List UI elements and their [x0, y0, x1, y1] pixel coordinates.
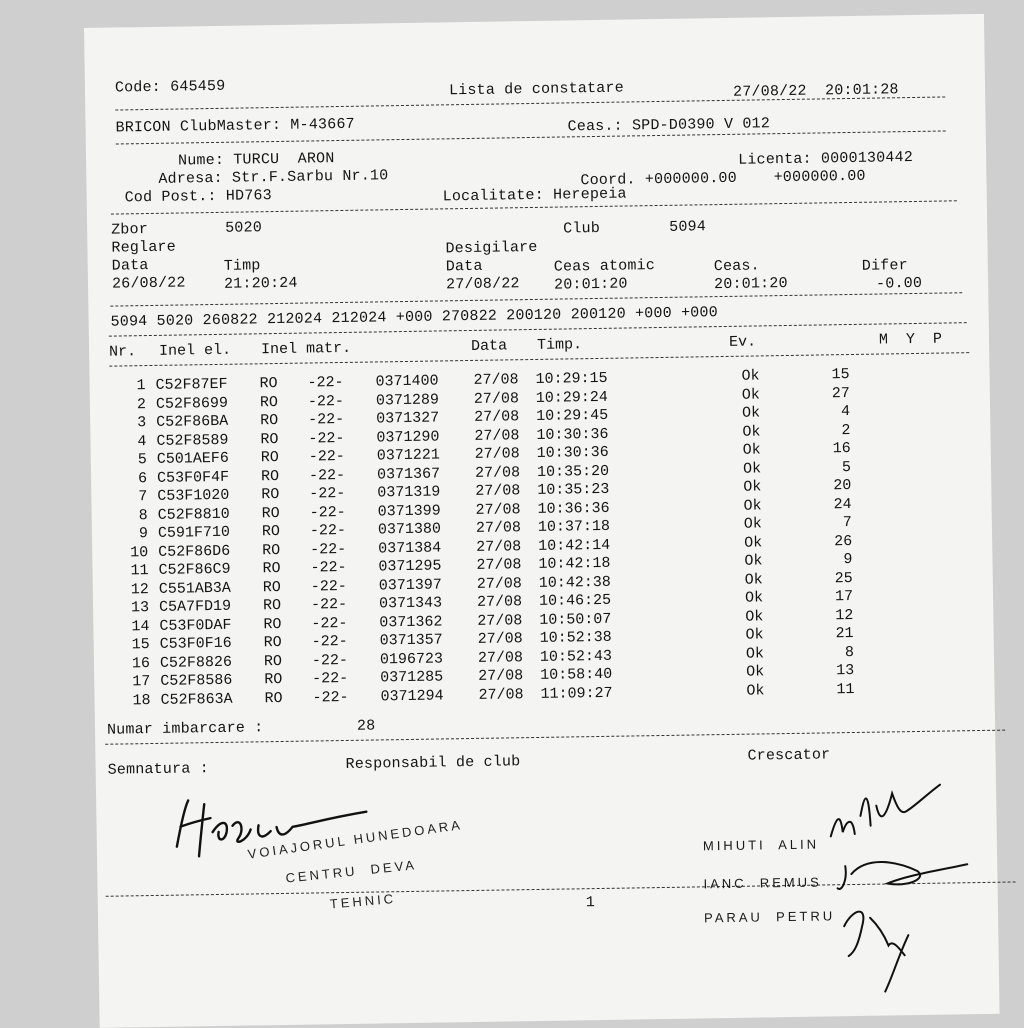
cell-m: 24: [833, 495, 852, 513]
cell-country: RO: [261, 522, 281, 541]
cell-matr: 0196723: [379, 649, 444, 668]
cell-nr: 13: [130, 599, 150, 617]
cell-m: 13: [836, 661, 855, 680]
cell-time: 10:42:18: [538, 554, 611, 573]
signature-label: Semnatura :: [107, 760, 210, 779]
cell-date: 27/08: [476, 574, 522, 593]
cell-ev: Ok: [742, 422, 761, 441]
cell-ev: Ok: [745, 626, 764, 644]
club-label: Club: [563, 219, 601, 238]
cell-ev: Ok: [746, 663, 765, 681]
desigilare-data-label: Data: [445, 257, 483, 276]
header-inel-el: Inel el.: [158, 341, 232, 360]
desigilare-date: 27/08/22: [445, 275, 520, 294]
club-responsible-label: Responsabil de club: [345, 753, 521, 773]
cell-ev: Ok: [743, 478, 762, 496]
cell-time: 10:42:14: [538, 536, 611, 555]
cell-matr: 0371400: [375, 372, 439, 391]
cell-date: 27/08: [473, 389, 520, 408]
cell-country: RO: [262, 596, 282, 615]
reglare-timp-label: Timp: [223, 257, 261, 275]
cell-year: -22-: [307, 373, 344, 392]
cell-matr: 0371221: [376, 446, 440, 465]
owner-name: Nume: TURCU ARON: [177, 150, 335, 170]
cell-time: 10:36:36: [537, 499, 610, 518]
cell-matr: 0371357: [379, 631, 443, 650]
reglare-date: 26/08/22: [111, 274, 186, 293]
cell-nr: 18: [132, 691, 151, 709]
cell-el: C52F8699: [155, 394, 229, 413]
reglare-label: Reglare: [111, 238, 177, 257]
cell-m: 4: [840, 403, 851, 421]
cell-year: -22-: [308, 447, 345, 466]
cell-m: 26: [834, 532, 853, 550]
cell-matr: 0371295: [378, 557, 442, 576]
cell-matr: 0371380: [377, 520, 442, 539]
stamp-line-1: VOIAJORUL HUNEDOARA: [246, 817, 464, 862]
cell-country: RO: [261, 485, 280, 504]
cell-el: C52F86C9: [158, 560, 231, 579]
cell-date: 27/08: [474, 463, 521, 482]
clubmaster-id: BRICON ClubMaster: M-43667: [115, 115, 355, 137]
cell-nr: 17: [132, 673, 151, 691]
cell-country: RO: [264, 689, 283, 707]
cell-date: 27/08: [476, 537, 522, 556]
numar-imbarcare-label: Numar imbarcare :: [106, 719, 264, 739]
owner-address: Adresa: Str.F.Sarbu Nr.10: [158, 167, 389, 188]
cell-date: 27/08: [477, 630, 523, 648]
cell-matr: 0371294: [380, 686, 444, 705]
cell-el: C591F710: [157, 523, 231, 542]
cell-nr: 14: [131, 617, 150, 635]
locality: Localitate: Herepeia: [442, 185, 627, 206]
cell-nr: 15: [131, 636, 150, 654]
table-header: [89, 330, 969, 363]
cell-country: RO: [260, 430, 279, 448]
document-title: Lista de constatare: [448, 79, 624, 100]
ceas-label: Ceas.: [713, 257, 760, 276]
cell-m: 20: [833, 477, 852, 495]
cell-time: 10:29:15: [535, 369, 608, 388]
cell-year: -22-: [308, 410, 345, 429]
ceas-atomic-label: Ceas atomic: [553, 257, 656, 276]
cell-ev: Ok: [744, 570, 763, 589]
encoded-summary-line: 5094 5020 260822 212024 212024 +000 270822 200120 200120 +000 +000: [110, 304, 718, 331]
cell-year: -22-: [308, 429, 345, 448]
difer-value: -0.00: [875, 274, 923, 293]
printed-receipt: [84, 14, 1000, 1028]
cell-m: 25: [834, 569, 853, 587]
license-number: Licenta: 0000130442: [738, 148, 914, 169]
cell-date: 27/08: [473, 371, 519, 389]
cell-m: 8: [844, 643, 855, 661]
cell-nr: 6: [137, 469, 148, 487]
cell-matr: 0371343: [378, 594, 443, 613]
header-ev: Ev.: [728, 333, 757, 351]
cell-nr: 10: [130, 543, 149, 561]
cell-time: 10:29:24: [535, 388, 609, 407]
cell-date: 27/08: [474, 426, 520, 445]
header-inel-matr: Inel matr.: [260, 339, 352, 359]
cell-year: -22-: [311, 651, 349, 669]
cell-date: 27/08: [477, 648, 524, 667]
cell-year: -22-: [311, 632, 348, 651]
cell-country: RO: [264, 670, 283, 689]
cell-el: C53F0DAF: [159, 616, 232, 635]
cell-el: C52F87EF: [155, 375, 228, 394]
postal-code: Cod Post.: HD763: [124, 187, 273, 207]
cell-country: RO: [259, 375, 278, 393]
cell-date: 27/08: [477, 611, 523, 630]
cell-el: C52F8589: [156, 431, 229, 450]
cell-time: 10:52:43: [539, 647, 613, 666]
cell-matr: 0371319: [377, 483, 441, 502]
cell-nr: 8: [138, 506, 148, 524]
cell-time: 10:58:40: [540, 665, 613, 684]
cell-matr: 0371290: [376, 427, 440, 446]
cell-matr: 0371362: [379, 612, 443, 631]
cell-ev: Ok: [745, 644, 765, 663]
cell-country: RO: [259, 393, 279, 411]
cell-el: C52F8826: [159, 653, 233, 672]
cell-ev: Ok: [741, 404, 761, 422]
cell-ev: Ok: [743, 496, 762, 515]
separator: [110, 292, 962, 306]
cell-m: 15: [831, 366, 850, 384]
cell-matr: 0371367: [376, 464, 441, 483]
cell-time: 11:09:27: [540, 684, 613, 703]
header-data: Data: [470, 337, 508, 355]
numar-imbarcare-value: 28: [356, 717, 376, 735]
cell-el: C52F863A: [160, 690, 233, 709]
cell-nr: 4: [137, 432, 147, 450]
cell-el: C52F8810: [157, 505, 230, 524]
cell-country: RO: [260, 448, 279, 467]
cell-ev: Ok: [742, 459, 762, 478]
cell-year: -22-: [310, 577, 347, 596]
cell-nr: 7: [138, 488, 148, 506]
cell-country: RO: [261, 504, 280, 522]
cell-m: 27: [831, 384, 850, 402]
cell-time: 10:30:36: [536, 425, 609, 444]
reglare-data-label: Data: [111, 257, 149, 275]
cell-el: C52F8586: [160, 671, 233, 690]
cell-country: RO: [263, 652, 283, 670]
cell-date: 27/08: [475, 500, 521, 519]
cell-time: 10:29:45: [536, 406, 609, 425]
cell-m: 17: [834, 587, 854, 606]
cell-nr: 2: [136, 395, 147, 413]
cell-time: 10:30:36: [536, 443, 609, 462]
cell-country: RO: [260, 411, 279, 430]
cell-m: 7: [842, 514, 852, 532]
desigilare-label: Desigilare: [445, 238, 538, 258]
cell-time: 10:42:38: [538, 573, 611, 592]
official-name-3: PARAU PETRU: [703, 908, 836, 926]
cell-time: 10:35:20: [536, 462, 610, 481]
cell-year: -22-: [307, 392, 345, 411]
cell-country: RO: [262, 578, 281, 596]
header-myp: M Y P: [878, 330, 943, 349]
official-name-1: MIHUTI ALIN: [702, 836, 820, 854]
zbor-value: 5020: [225, 219, 263, 237]
cell-matr: 0371289: [375, 390, 440, 409]
cell-nr: 12: [130, 580, 149, 598]
cell-year: -22-: [312, 688, 349, 706]
header-timp: Timp.: [536, 336, 583, 354]
cell-time: 10:50:07: [539, 610, 612, 629]
cell-year: -22-: [310, 540, 347, 559]
cell-el: C52F86D6: [158, 542, 231, 561]
cell-year: -22-: [309, 484, 346, 503]
cell-el: C551AB3A: [158, 579, 231, 598]
separator: [115, 96, 945, 110]
cell-m: 5: [841, 458, 852, 476]
cell-matr: 0371285: [380, 668, 444, 687]
cell-el: C53F0F4F: [156, 468, 230, 487]
cell-date: 27/08: [478, 667, 524, 685]
cell-ev: Ok: [745, 607, 764, 626]
cell-ev: Ok: [744, 533, 763, 552]
cell-nr: 11: [130, 562, 149, 580]
cell-time: 10:46:25: [538, 591, 612, 610]
ceas-atomic-time: 20:01:20: [553, 275, 628, 294]
ceas-time: 20:01:20: [713, 274, 788, 294]
cell-el: C53F0F16: [159, 634, 232, 653]
cell-country: RO: [262, 541, 281, 559]
cell-country: RO: [263, 615, 282, 633]
cell-date: 27/08: [478, 685, 524, 704]
cell-m: 11: [836, 680, 855, 698]
zbor-label: Zbor: [111, 221, 149, 239]
cell-ev: Ok: [741, 367, 760, 385]
cell-time: 10:37:18: [537, 517, 611, 536]
cell-date: 27/08: [475, 519, 522, 537]
cell-nr: 1: [136, 377, 146, 395]
cell-country: RO: [263, 633, 282, 652]
cell-year: -22-: [310, 558, 347, 577]
coordinates: Coord. +000000.00 +000000.00: [580, 167, 866, 190]
cell-year: -22-: [312, 669, 349, 688]
official-name-2: IANC REMUS: [703, 874, 822, 892]
cell-time: 10:52:38: [539, 628, 612, 647]
cell-m: 16: [832, 440, 851, 458]
reglare-time: 21:20:24: [223, 274, 298, 293]
cell-year: -22-: [310, 595, 348, 614]
cell-matr: 0371384: [378, 538, 442, 557]
cell-year: -22-: [309, 521, 347, 540]
header-nr: Nr.: [108, 343, 137, 361]
cell-date: 27/08: [474, 408, 520, 426]
officials-signatures: [816, 774, 999, 997]
cell-ev: Ok: [742, 441, 761, 459]
cell-el: C501AEF6: [156, 449, 229, 468]
cell-el: C5A7FD19: [158, 597, 232, 616]
cell-m: 21: [835, 624, 854, 643]
cell-date: 27/08: [474, 445, 520, 463]
cell-year: -22-: [309, 503, 346, 522]
cell-ev: Ok: [746, 681, 765, 700]
page-number: 1: [585, 894, 596, 912]
cell-ev: Ok: [744, 552, 763, 570]
print-datetime: 27/08/22 20:01:28: [732, 81, 899, 101]
cell-matr: 0371399: [377, 501, 441, 520]
cell-nr: 5: [137, 451, 147, 469]
cell-m: 12: [835, 606, 854, 624]
cell-nr: 9: [138, 525, 149, 543]
cell-ev: Ok: [741, 385, 760, 404]
cell-date: 27/08: [476, 556, 522, 574]
cell-matr: 0371397: [378, 575, 442, 594]
stamp-line-3: TEHNIC: [329, 890, 397, 912]
cell-country: RO: [262, 559, 281, 578]
cell-ev: Ok: [743, 515, 763, 533]
cell-country: RO: [260, 467, 280, 485]
code-text: Code: 645459: [114, 77, 226, 97]
cell-m: 9: [843, 550, 853, 569]
stamp-line-2: CENTRU DEVA: [284, 857, 418, 886]
cell-year: -22-: [308, 466, 346, 485]
cell-ev: Ok: [744, 589, 764, 607]
cell-date: 27/08: [476, 593, 523, 611]
cell-date: 27/08: [475, 482, 521, 500]
club-value: 5094: [669, 218, 707, 236]
cell-el: C53F1020: [157, 486, 230, 505]
cell-matr: 0371327: [376, 409, 440, 428]
cell-el: C52F86BA: [156, 412, 229, 431]
cell-time: 10:35:23: [537, 480, 610, 499]
cell-nr: 3: [137, 414, 147, 432]
cell-year: -22-: [311, 614, 348, 633]
difer-label: Difer: [861, 257, 908, 275]
clock-id: Ceas.: SPD-D0390 V 012: [567, 115, 771, 136]
breeder-label: Crescator: [747, 746, 831, 765]
cell-m: 2: [841, 421, 851, 439]
cell-nr: 16: [131, 654, 151, 672]
